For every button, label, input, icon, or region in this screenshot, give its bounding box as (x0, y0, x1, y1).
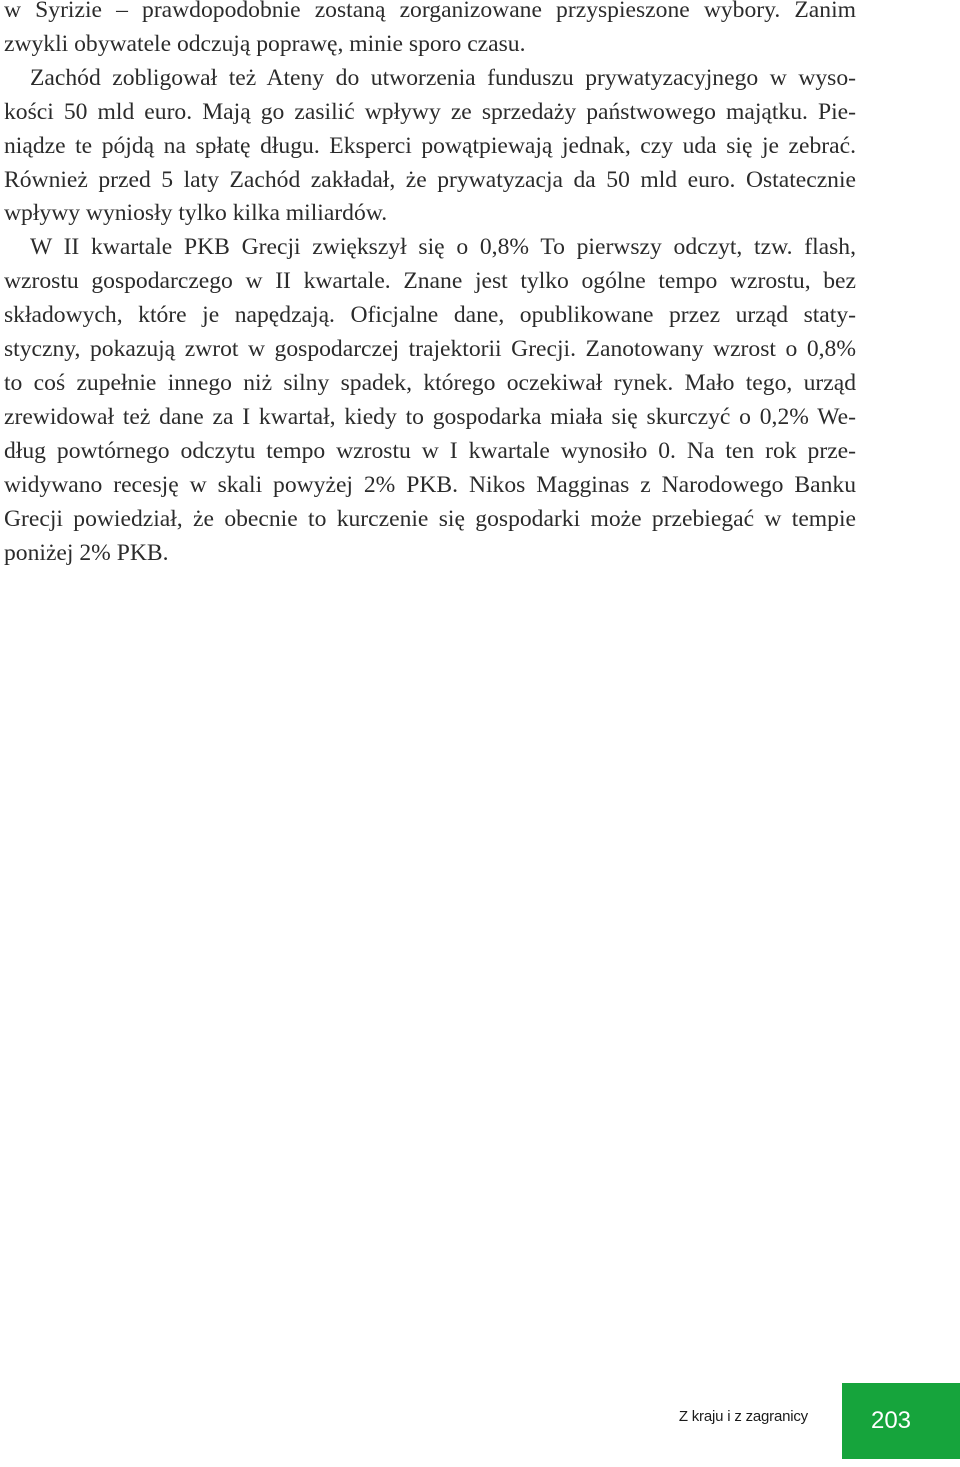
text-line: wzrostu gospodarczego w II kwartale. Znane jest tylko ogólne tempo wzrostu, bez (4, 268, 856, 295)
text-line: widywano recesję w skali powyżej 2% PKB. Nikos Magginas z Narodowego Banku (4, 471, 856, 498)
text-line: zwykli obywatele odczują poprawę, minie sporo czasu. (4, 30, 526, 57)
text-line: kości 50 mld euro. Mają go zasilić wpływy ze sprzedaży państwowego majątku. Pie- (4, 98, 856, 125)
article-body (4, 0, 856, 570)
text-line: to coś zupełnie innego niż silny spadek, którego oczekiwał rynek. Mało tego, urząd (4, 369, 856, 396)
page-number-box (842, 1383, 960, 1459)
text-line: Również przed 5 laty Zachód zakładał, że prywatyzacja da 50 mld euro. Ostatecznie (4, 166, 856, 193)
text-line: niądze te pójdą na spłatę długu. Eksperci powątpiewają jednak, czy uda się je zebrać. (4, 132, 856, 159)
text-line: zrewidował też dane za I kwartał, kiedy to gospodarka miała się skurczyć o 0,2% We- (4, 403, 856, 430)
text-line: wpływy wyniosły tylko kilka miliardów. (4, 200, 388, 227)
text-line: styczny, pokazują zwrot w gospodarczej trajektorii Grecji. Zanotowany wzrost o 0,8% (4, 336, 856, 363)
section-title: Z kraju i z zagranicy (678, 1408, 808, 1425)
text-line: w Syrizie – prawdopodobnie zostaną zorganizowane przyspieszone wybory. Zanim (4, 0, 856, 23)
text-line: poniżej 2% PKB. (4, 539, 169, 566)
text-line: dług powtórnego odczytu tempo wzrostu w I kwartale wynosiło 0. Na ten rok prze- (4, 437, 856, 464)
text-line: składowych, które je napędzają. Oficjalne dane, opublikowane przez urząd staty- (4, 302, 856, 329)
text-line: Zachód zobligował też Ateny do utworzenia funduszu prywatyzacyjnego w wyso- (30, 64, 856, 91)
text-line: Grecji powiedział, że obecnie to kurczenie się gospodarki może przebiegać w tempie (4, 505, 856, 532)
text-line: W II kwartale PKB Grecji zwiększył się o 0,8% To pierwszy odczyt, tzw. flash, (30, 234, 856, 261)
page-number: 203 (870, 1407, 912, 1434)
